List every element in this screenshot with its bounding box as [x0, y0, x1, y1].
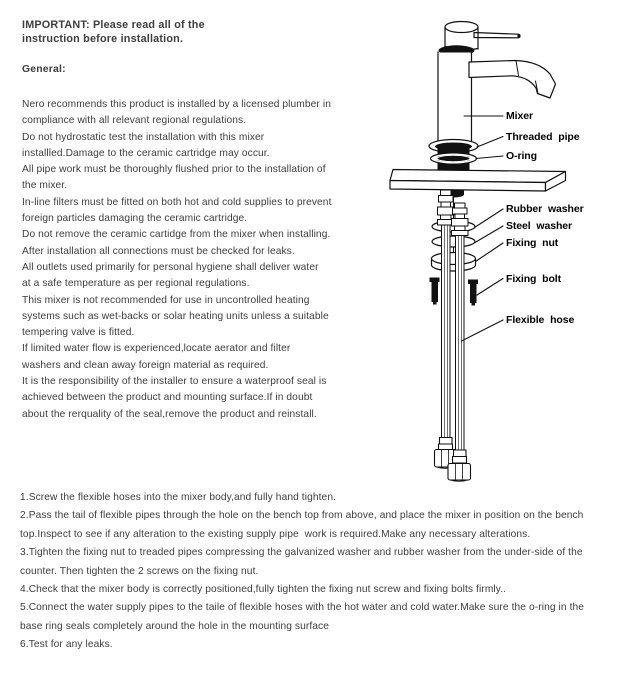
- instruction-line: washers and clean away foreign material as required.: [22, 359, 269, 371]
- o-ring: [431, 153, 477, 164]
- step-line: 5.Connect the water supply pipes to the taile of flexible hoses with the hot water and cold water.Make sure the o-ring in the: [20, 602, 585, 614]
- instruction-line: Do not hydrostatic test the installation with this mixer: [22, 131, 265, 143]
- important-notice-line: IMPORTANT: Please read all of the: [22, 19, 205, 31]
- instruction-line: achieved between the product and mounting surface.If in doubt: [22, 392, 313, 404]
- instruction-line: This mixer is not recommended for use in uncontrolled heating: [22, 294, 310, 306]
- part-label-fixing-bolt: Fixing bolt: [506, 272, 561, 285]
- fixing-bolts: [430, 278, 479, 306]
- step-line: base ring seals completely around the hole in the mounting surface: [20, 620, 330, 632]
- steel-washer: [432, 236, 475, 247]
- step-line: top.Inspect to see if any alteration to the existing supply pipe work is required.Make any necessary alterations.: [20, 528, 531, 540]
- instruction-line: at a safe temperature as per regional regulations.: [22, 278, 250, 290]
- instruction-line: All outlets used primarily for personal hygiene shall deliver water: [22, 261, 319, 273]
- instruction-line: tempering valve is fitted.: [22, 327, 135, 339]
- instruction-line: systems such as wet-backs or solar heating units unless a suitable: [22, 310, 329, 322]
- bench-top: [390, 170, 566, 192]
- part-label-rubber-washer: Rubber washer: [506, 203, 584, 215]
- instruction-line: Do not remove the ceramic cartidge from the mixer when installing.: [22, 229, 331, 241]
- general-heading: General:: [22, 64, 66, 75]
- leader-lines: [462, 116, 504, 341]
- rubber-washer: [432, 221, 475, 232]
- part-label-fixing-nut: Fixing nut: [506, 237, 559, 249]
- part-label-mixer: Mixer: [506, 110, 533, 122]
- pipe-below-bench: [443, 190, 464, 259]
- flexible-hoses: [442, 190, 465, 464]
- instruction-line: It is the responsibility of the installer to ensure a waterproof seal is: [22, 376, 327, 388]
- instruction-line: Nero recommends this product is installed by a licensed plumber in: [22, 99, 331, 110]
- important-notice-line: instruction before installation.: [22, 32, 184, 45]
- step-line: 2.Pass the tail of flexible pipes through the hole on the bench top from above, and place the mixer in position on the bench: [20, 510, 584, 522]
- general-instructions: [22, 97, 332, 423]
- step-line: counter. Then tighten the 2 screws on the fixing nut.: [20, 565, 259, 577]
- threaded-pipe: [429, 140, 478, 174]
- part-label-flexible-hose: Flexible hose: [506, 314, 575, 326]
- instruction-line: foreign particles damaging the ceramic cartridge.: [22, 213, 248, 225]
- installation-steps: [20, 489, 584, 655]
- important-notice: [22, 19, 205, 47]
- instruction-line: In-line filters must be fitted on both hot and cold supplies to prevent: [22, 196, 332, 208]
- part-label-o-ring: O-ring: [506, 150, 537, 162]
- instruction-line: about the rerquality of the seal,remove the product and reinstall.: [22, 408, 317, 420]
- spout: [469, 61, 556, 99]
- instruction-line: compliance with all relevant regional regulations.: [22, 115, 247, 127]
- step-line: 1.Screw the flexible hoses into the mixer body,and fully hand tighten.: [20, 492, 337, 503]
- instruction-line: If limited water flow is experienced,locate aerator and filter: [22, 343, 291, 355]
- part-label-steel-washer: Steel washer: [506, 220, 572, 232]
- step-line: 4.Check that the mixer body is correctly positioned,fully tighten the fixing nut screw and fixing bolts firmly..: [20, 584, 507, 596]
- mixer-body: [438, 47, 478, 143]
- part-label-threaded-pipe: Threaded pipe: [506, 130, 580, 143]
- hose-end-nuts: [435, 438, 471, 482]
- hose-tail-fittings: [438, 190, 469, 236]
- step-line: 3.Tighten the fixing nut to treaded pipes compressing the galvanized washer and rubber washer from the under-side of the: [20, 547, 583, 559]
- instruction-line: After installation all connections must be checked for leaks.: [22, 245, 295, 257]
- step-line: 6.Test for any leaks.: [20, 639, 113, 651]
- instruction-line: All pipe work must be thoroughly flushed prior to the installation of: [22, 164, 326, 176]
- mixer-handle-icon: [439, 22, 521, 56]
- fixing-nut: [432, 253, 476, 272]
- instruction-line: installled.Damage to the ceramic cartridge may occur.: [22, 147, 270, 159]
- instruction-line: the mixer.: [22, 180, 68, 192]
